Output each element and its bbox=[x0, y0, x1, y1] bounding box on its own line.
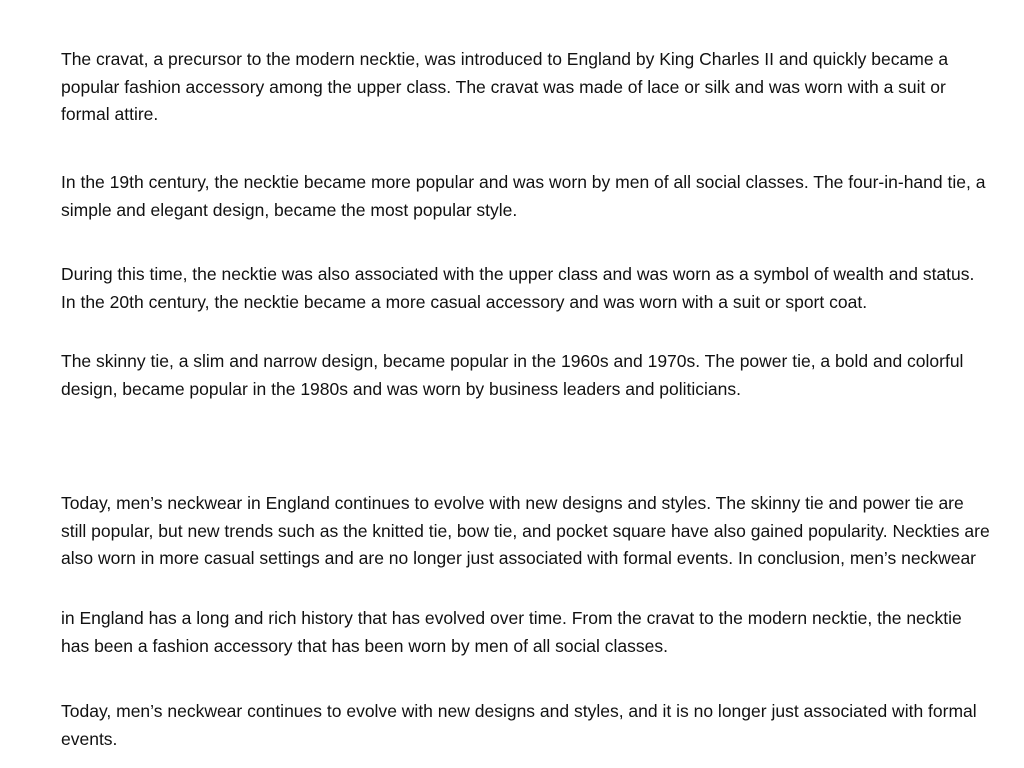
paragraph-skinny-and-power-tie: The skinny tie, a slim and narrow design, became popular in the 1960s and 1970s. The power tie, a bold and colorful design, became popular in the 1980s and was worn by business leaders and politicians. bbox=[61, 351, 964, 399]
paragraph-conclusion: Today, men’s neckwear continues to evolve with new designs and styles, and it is no longer just associated with formal events. bbox=[61, 701, 977, 749]
paragraph-modern-trends: Today, men’s neckwear in England continues to evolve with new designs and styles. The skinny tie and power tie are still popular, but new trends such as the knitted tie, bow tie, and pocket square have also gained popularity. Neckties are also worn in more casual settings and are no longer just associated with formal events. In conclusion, men’s neckwear bbox=[61, 493, 990, 568]
paragraph-rich-history: in England has a long and rich history that has evolved over time. From the cravat to the modern necktie, the necktie has been a fashion accessory that has been worn by men of all social classes. bbox=[61, 608, 962, 656]
paragraph-19th-century: In the 19th century, the necktie became more popular and was worn by men of all social classes. The four-in-hand tie, a simple and elegant design, became the most popular style. bbox=[61, 172, 986, 220]
paragraph-symbol-of-status: During this time, the necktie was also associated with the upper class and was worn as a symbol of wealth and status. In the 20th century, the necktie became a more casual accessory and was worn with a suit or sport coat. bbox=[61, 264, 975, 312]
paragraph-cravat-history: The cravat, a precursor to the modern necktie, was introduced to England by King Charles II and quickly became a popular fashion accessory among the upper class. The cravat was made of lace or silk and was worn with a suit or formal attire. bbox=[61, 49, 949, 124]
